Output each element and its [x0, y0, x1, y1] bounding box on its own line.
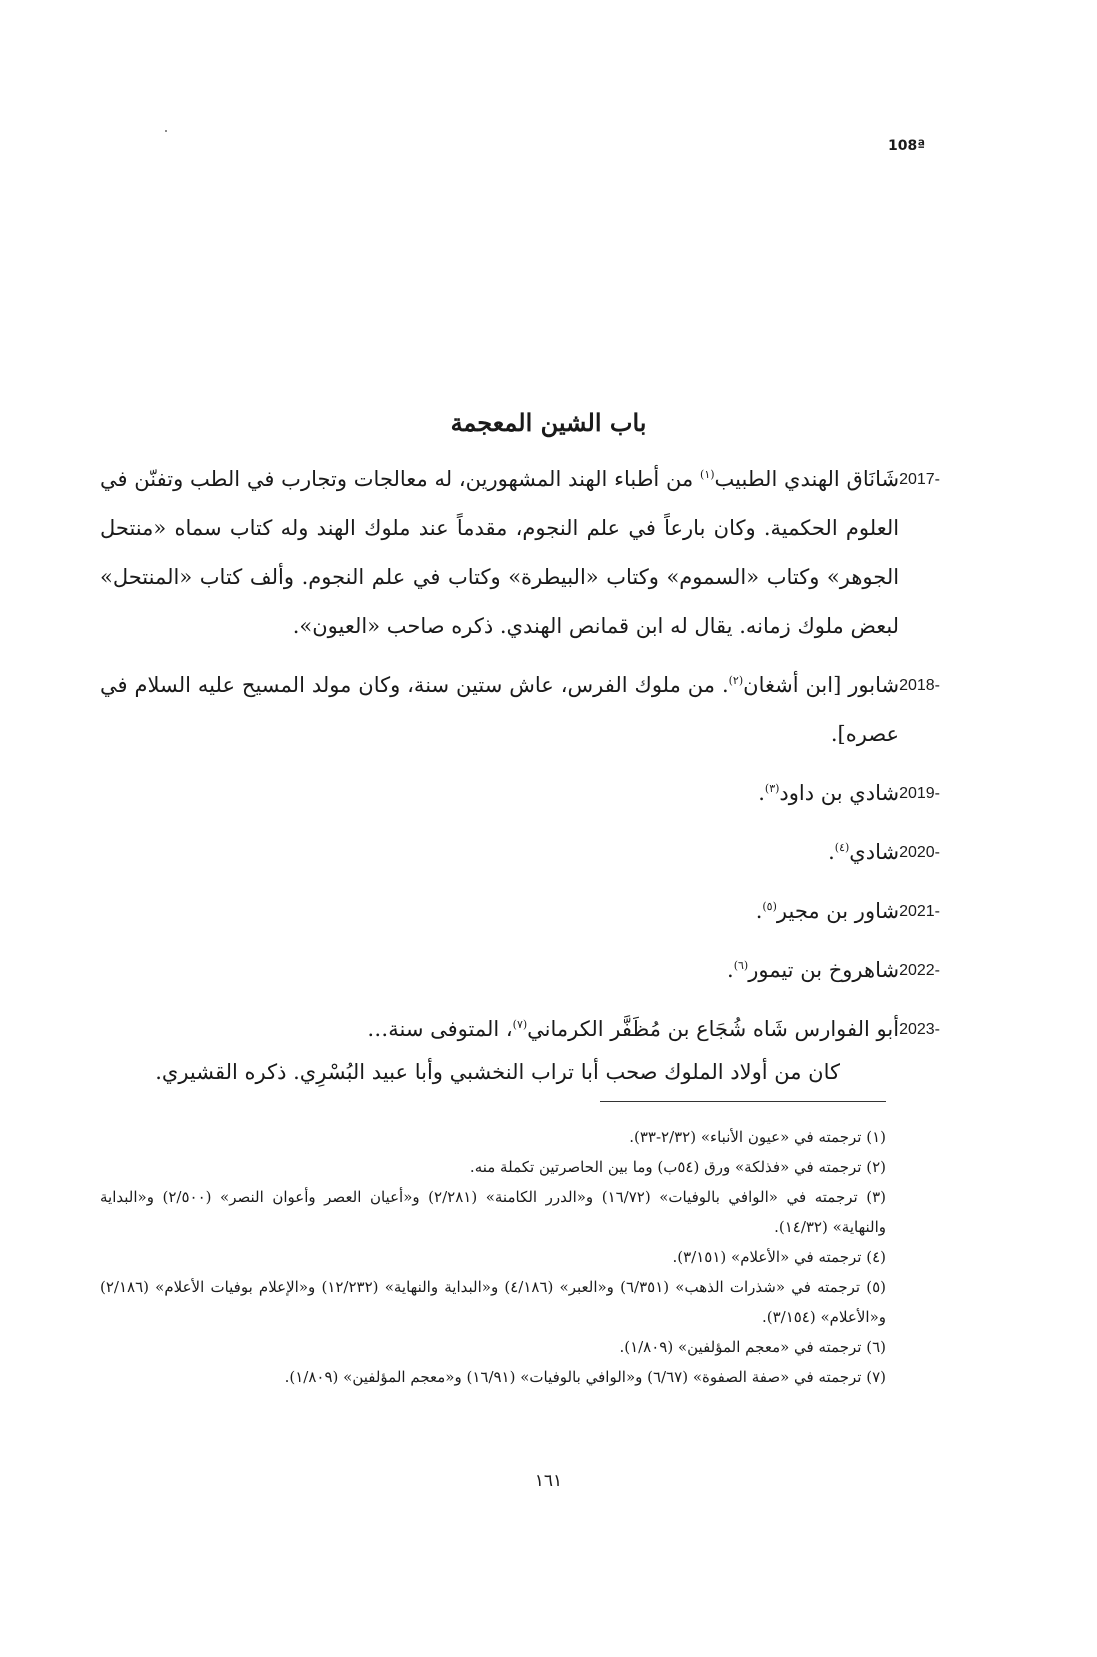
entry-number: 2020-	[899, 844, 940, 861]
entry-2023-continuation: كان من أولاد الملوك صحب أبا تراب النخشبي وأبا عبيد البُسْرِي. ذكره القشيري.	[155, 1060, 840, 1084]
entry-2020	[100, 828, 940, 877]
footnote-6: (٦) ترجمته في «معجم المؤلفين» (١/٨٠٩).	[619, 1338, 886, 1356]
entry-text: شابور [ابن أشغان$^{(٢)}$. من ملوك الفرس، عاش ستين سنة، وكان مولد المسيح عليه السلام في عصره].	[100, 673, 900, 746]
footnotes	[100, 1122, 886, 1392]
footnote-4: (٤) ترجمته في «الأعلام» (٣/١٥١).	[672, 1248, 886, 1266]
footnote-ref: (٦)	[733, 959, 749, 972]
entry-text: أبو الفوارس شَاه شُجَاع بن مُظَفَّر الكرماني$^{(٧)}$، المتوفى سنة…	[367, 1017, 900, 1041]
footnote-ref: (٧)	[512, 1018, 528, 1031]
entry-text: شادي بن داود$^{(٣)}$.	[758, 781, 900, 805]
footnote-ref: (٢)	[728, 674, 744, 687]
entry-number: 2018-	[899, 677, 940, 694]
footnote-divider	[600, 1101, 886, 1102]
entry-text: شاور بن مجير$^{(٥)}$.	[755, 899, 900, 923]
entry-number: 2022-	[899, 962, 940, 979]
page-number: ١٦١	[534, 1471, 563, 1491]
entry-number: 2023-	[899, 1021, 940, 1038]
footnote-3: (٣) ترجمته في «الوافي بالوفيات» (١٦/٧٢) و«الدرر الكامنة» (٢/٢٨١) و«أعيان العصر وأعوان النصر» (٢/٥٠٠) و«البداية والنهاية» (١٤/٣٢).	[100, 1188, 886, 1236]
entry-2019	[100, 769, 940, 818]
entry-number: 2019-	[899, 785, 940, 802]
footnote-2: (٢) ترجمته في «فذلكة» ورق (٥٤ب) وما بين الحاصرتين تكملة منه.	[469, 1158, 886, 1176]
entry-2018	[100, 661, 940, 759]
footnote-ref: (٤)	[834, 841, 850, 854]
entry-number: 2017-	[899, 471, 940, 488]
scan-speck	[165, 130, 167, 132]
footnote-ref: (١)	[700, 468, 715, 481]
entry-2017	[100, 455, 940, 651]
footnote-1: (١) ترجمته في «عيون الأنباء» (٢/٣٢-٣٣).	[629, 1128, 886, 1146]
entry-2022	[100, 946, 940, 995]
page-marker: 108ª	[888, 138, 926, 154]
footnote-ref: (٥)	[762, 900, 777, 913]
entry-text: شَانَاق الهندي الطبيب$^{(١)}$ من أطباء الهند المشهورين، له معالجات وتجارب في الطب وتفنّن في العلوم الحكمية. وكان بارعاً في علم النجوم، مقدماً عند ملوك الهند وله كتاب سماه «منتحل الجوهر» وكتاب «السموم» وكتاب «البيطرة» وكتاب في علم النجوم. وألف كتاب «المنتحل» لبعض ملوك زمانه. يقال له ابن قمانص الهندي. ذكره صاحب «العيون».	[100, 467, 900, 638]
chapter-title: باب الشين المعجمة	[450, 408, 647, 437]
entry-2021	[100, 887, 940, 936]
entry-number: 2021-	[899, 903, 940, 920]
footnote-ref: (٣)	[764, 782, 780, 795]
entry-text: شاهروخ بن تيمور$^{(٦)}$.	[727, 958, 900, 982]
entry-text: شادي$^{(٤)}$.	[828, 840, 900, 864]
entry-2023	[100, 1005, 940, 1054]
footnote-5: (٥) ترجمته في «شذرات الذهب» (٦/٣٥١) و«العبر» (٤/١٨٦) و«البداية والنهاية» (١٢/٢٣٢) و«الإعلام بوفيات الأعلام» (٢/١٨٦) و«الأعلام» (٣/١٥٤).	[100, 1278, 886, 1326]
footnote-7: (٧) ترجمته في «صفة الصفوة» (٦/٦٧) و«الوافي بالوفيات» (١٦/٩١) و«معجم المؤلفين» (١/٨٠٩).	[284, 1368, 886, 1386]
entries-list	[100, 455, 940, 1092]
